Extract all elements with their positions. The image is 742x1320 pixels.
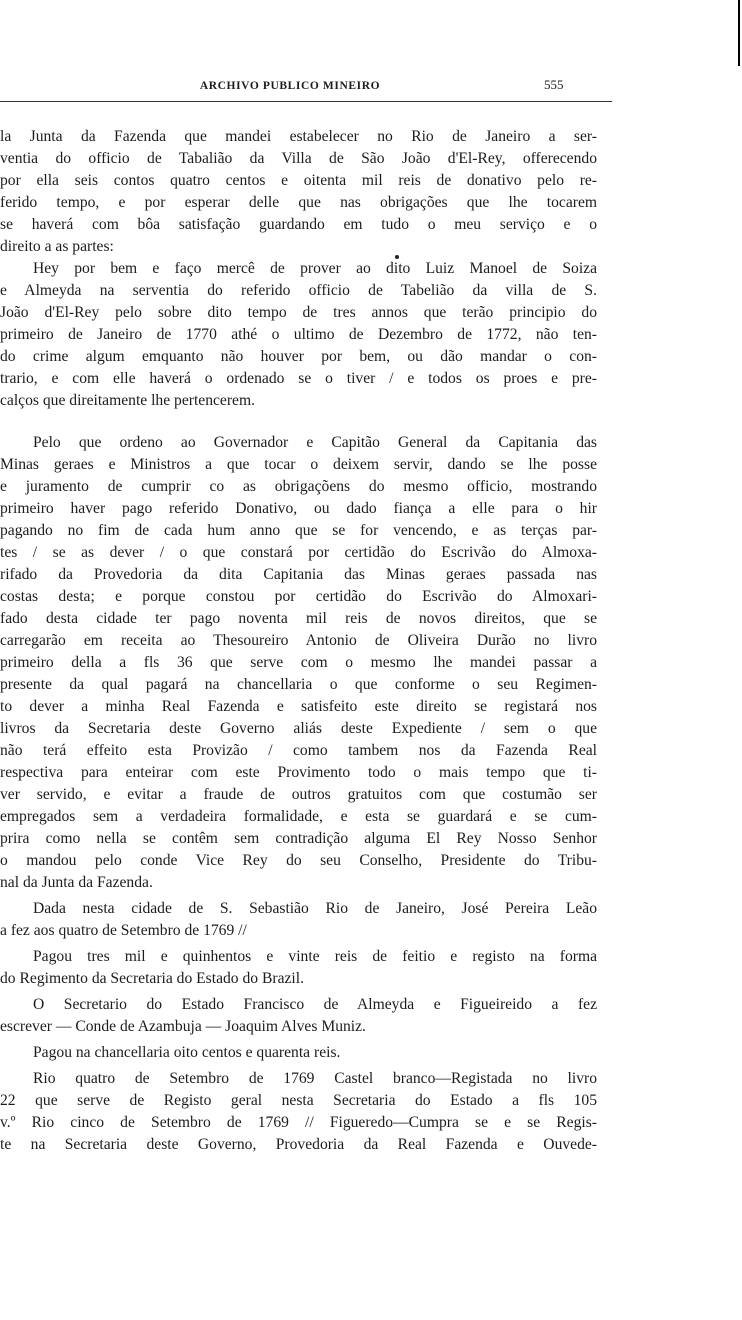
page-number: 555 bbox=[544, 77, 564, 92]
text-line: primeiro haver pago referido Donativo, ou dado fiança a elle para o hir bbox=[0, 500, 597, 517]
text-line: calços que direitamente lhe pertencerem. bbox=[0, 392, 255, 409]
text-line: o mandou pelo conde Vice Rey do seu Conselho, Presidente do Tribu- bbox=[0, 852, 597, 869]
running-head-title: ARCHIVO PUBLICO MINEIRO bbox=[199, 80, 381, 92]
text-line: costas desta; e porque constou por certidão do Escrivão do Almoxari- bbox=[0, 588, 597, 605]
text-line: escrever — Conde de Azambuja — Joaquim Alves Muniz. bbox=[0, 1018, 366, 1035]
text-line: primeiro della a fls 36 que serve com o mesmo lhe mandei passar a bbox=[0, 654, 597, 671]
page-edge-mark bbox=[738, 0, 740, 66]
text-line: v.º Rio cinco de Setembro de 1769 // Figueredo—Cumpra se e se Regis- bbox=[0, 1114, 597, 1131]
text-line: Rio quatro de Setembro de 1769 Castel branco—Registada no livro bbox=[33, 1070, 597, 1087]
header-rule bbox=[0, 101, 612, 102]
text-line: Pagou tres mil e quinhentos e vinte reis de feitio e registo na forma bbox=[33, 948, 597, 965]
text-line: do Regimento da Secretaria do Estado do Brazil. bbox=[0, 970, 304, 987]
text-line: Pelo que ordeno ao Governador e Capitão General da Capitania das bbox=[33, 434, 597, 451]
text-line: trario, e com elle haverá o ordenado se o tiver / e todos os proes e pre- bbox=[0, 370, 597, 387]
ink-blot bbox=[395, 255, 399, 259]
text-line: ver servido, e evitar a fraude de outros gratuitos com que costumão ser bbox=[0, 786, 597, 803]
text-line: Dada nesta cidade de S. Sebastião Rio de Janeiro, José Pereira Leão bbox=[33, 900, 597, 917]
text-line: se haverá com bôa satisfação guardando em tudo o meu serviço e o bbox=[0, 216, 597, 233]
text-line: direito a as partes: bbox=[0, 238, 114, 255]
text-line: e juramento de cumprir co as obrigaçõens do mesmo officio, mostrando bbox=[0, 478, 597, 495]
text-line: nal da Junta da Fazenda. bbox=[0, 874, 153, 891]
text-line: por ella seis contos quatro centos e oitenta mil reis de donativo pelo re- bbox=[0, 172, 597, 189]
text-line: João d'El-Rey pelo sobre dito tempo de tres annos que terão principio do bbox=[0, 304, 597, 321]
text-line: pagando no fim de cada hum anno que se for vencendo, e as terças par- bbox=[0, 522, 597, 539]
text-line: prira como nella se contêm sem contradição alguma El Rey Nosso Senhor bbox=[0, 830, 597, 847]
text-line: do crime algum emquanto não houver por bem, ou dão mandar o con- bbox=[0, 348, 597, 365]
text-line: Hey por bem e faço mercê de prover ao dito Luiz Manoel de Soiza bbox=[33, 260, 597, 277]
text-line: respectiva para enteirar com este Provimento todo o mais tempo que ti- bbox=[0, 764, 597, 781]
text-line: não terá effeito esta Provizão / como tambem nos da Fazenda Real bbox=[0, 742, 597, 759]
text-line: livros da Secretaria deste Governo aliás deste Expediente / sem o que bbox=[0, 720, 597, 737]
text-line: empregados sem a verdadeira formalidade, e esta se guardará e se cum- bbox=[0, 808, 597, 825]
text-line: primeiro de Janeiro de 1770 athé o ultimo de Dezembro de 1772, não ten- bbox=[0, 326, 597, 343]
text-line: ventia do officio de Tabalião da Villa de São João d'El-Rey, offerecendo bbox=[0, 150, 597, 167]
text-line: O Secretario do Estado Francisco de Almeyda e Figueireido a fez bbox=[33, 996, 597, 1013]
text-line: fado desta cidade ter pago noventa mil reis de novos direitos, que se bbox=[0, 610, 597, 627]
text-line: Minas geraes e Ministros a que tocar o deixem servir, dando se lhe posse bbox=[0, 456, 597, 473]
text-line: ferido tempo, e por esperar delle que nas obrigações que lhe tocarem bbox=[0, 194, 597, 211]
text-line: to dever a minha Real Fazenda e satisfeito este direito se registará nos bbox=[0, 698, 597, 715]
text-line: rifado da Provedoria da dita Capitania das Minas geraes passada nas bbox=[0, 566, 597, 583]
text-line: Pagou na chancellaria oito centos e quarenta reis. bbox=[33, 1044, 341, 1061]
text-line: e Almeyda na serventia do referido officio de Tabelião da villa de S. bbox=[0, 282, 597, 299]
text-line: la Junta da Fazenda que mandei estabelecer no Rio de Janeiro a ser- bbox=[0, 128, 597, 145]
text-line: te na Secretaria deste Governo, Provedoria da Real Fazenda e Ouvede- bbox=[0, 1136, 597, 1153]
text-line: carregarão em receita ao Thesoureiro Antonio de Oliveira Durão no livro bbox=[0, 632, 597, 649]
text-line: tes / se as dever / o que constará por certidão do Escrivão do Almoxa- bbox=[0, 544, 597, 561]
text-line: presente da qual pagará na chancellaria o que conforme o seu Regimen- bbox=[0, 676, 597, 693]
text-line: a fez aos quatro de Setembro de 1769 // bbox=[0, 922, 247, 939]
text-line: 22 que serve de Registo geral nesta Secretaria do Estado a fls 105 bbox=[0, 1092, 597, 1109]
